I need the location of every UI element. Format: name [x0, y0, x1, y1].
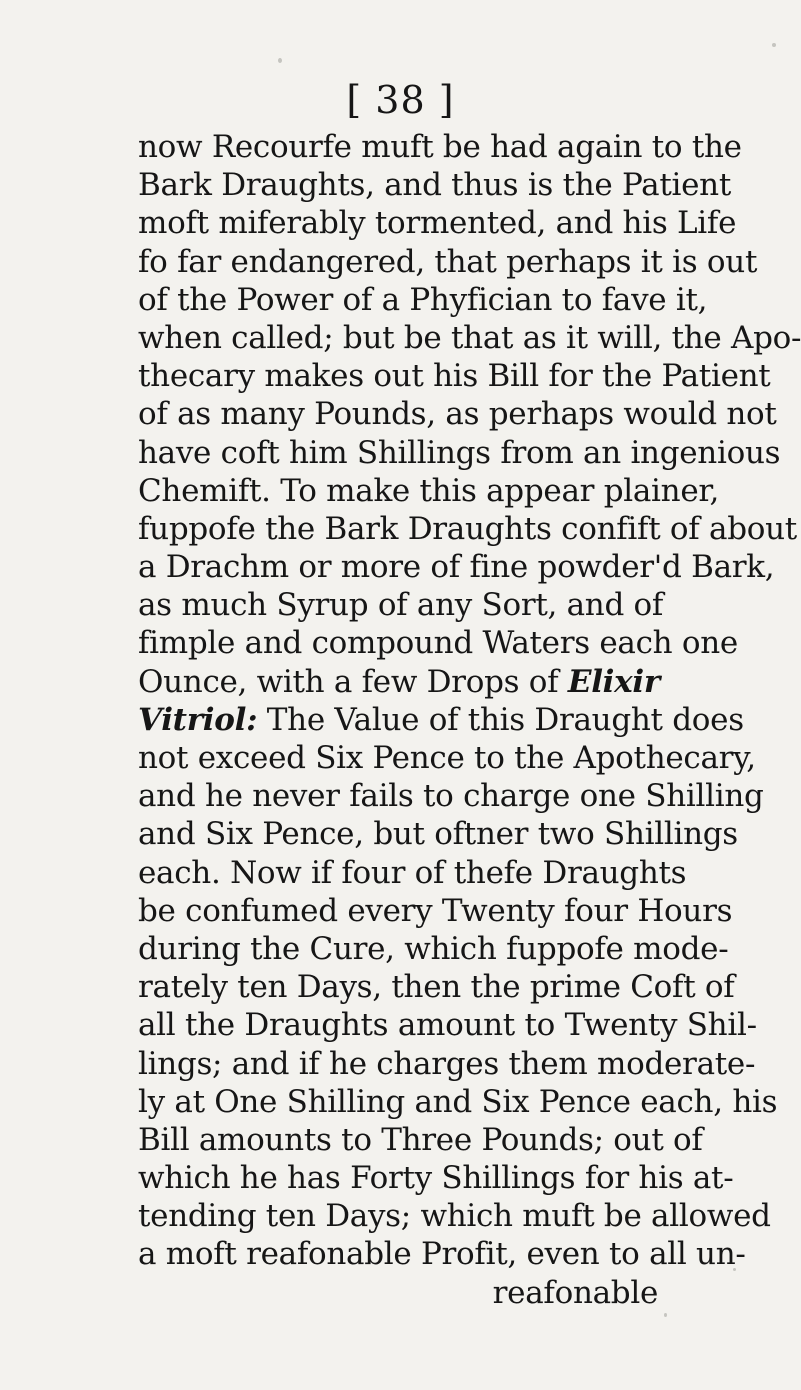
text-line: rately ten Days, then the prime Coft of — [138, 969, 735, 1006]
text-line: when called; but be that as it will, the Apo- — [138, 319, 801, 356]
text-line: Bark Draughts, and thus is the Patient — [138, 167, 732, 204]
text-line: fuppofe the Bark Draughts confift of about — [138, 510, 797, 547]
text-line: tending ten Days; which muft be allowed — [138, 1198, 771, 1235]
text-line: of the Power of a Phyfician to fave it, — [138, 281, 708, 318]
page-number: [ 38 ] — [346, 78, 455, 122]
text-line: have coft him Shillings from an ingenious — [138, 434, 781, 471]
text-line: each. Now if four of thefe Draughts — [138, 854, 687, 891]
text-line: of as many Pounds, as perhaps would not — [138, 396, 777, 433]
body-text — [138, 128, 801, 1312]
catchword: reafonable — [492, 1274, 658, 1311]
text-line: ly at One Shilling and Six Pence each, his — [138, 1083, 778, 1120]
paper-speck — [772, 43, 776, 47]
text-line: thecary makes out his Bill for the Patient — [138, 358, 771, 395]
text-line: not exceed Six Pence to the Apothecary, — [138, 740, 756, 776]
text-line: Ounce, with a few Drops of Elixir — [138, 663, 660, 700]
paper-speck — [664, 1313, 667, 1317]
text-line: during the Cure, which fuppofe mode- — [138, 930, 729, 967]
text-line: a moft reafonable Profit, even to all un- — [138, 1236, 746, 1273]
italic-term: Elixir — [567, 663, 660, 700]
text-line: fo far endangered, that perhaps it is out — [138, 243, 758, 280]
text-line: moft miferably tormented, and his Life — [138, 205, 737, 242]
text-line: which he has Forty Shillings for his at- — [138, 1160, 734, 1197]
italic-term: Vitriol: — [138, 701, 258, 738]
text-line: all the Draughts amount to Twenty Shil- — [138, 1007, 757, 1044]
text-line: Chemift. To make this appear plainer, — [138, 472, 720, 509]
text-line: now Recourfe muft be had again to the — [138, 129, 742, 165]
text-line: Bill amounts to Three Pounds; out of — [138, 1121, 703, 1158]
text-line: lings; and if he charges them moderate- — [138, 1045, 756, 1082]
text-line: and he never fails to charge one Shilling — [138, 778, 764, 815]
text-line: a Drachm or more of fine powder'd Bark, — [138, 549, 775, 586]
text-line: be confumed every Twenty four Hours — [138, 892, 733, 929]
paper-speck — [278, 58, 282, 63]
text-line: fimple and compound Waters each one — [138, 625, 738, 662]
text-line: and Six Pence, but oftner two Shillings — [138, 816, 738, 853]
text-line: Vitriol: The Value of this Draught does — [138, 701, 744, 738]
text-line: as much Syrup of any Sort, and of — [138, 587, 664, 624]
